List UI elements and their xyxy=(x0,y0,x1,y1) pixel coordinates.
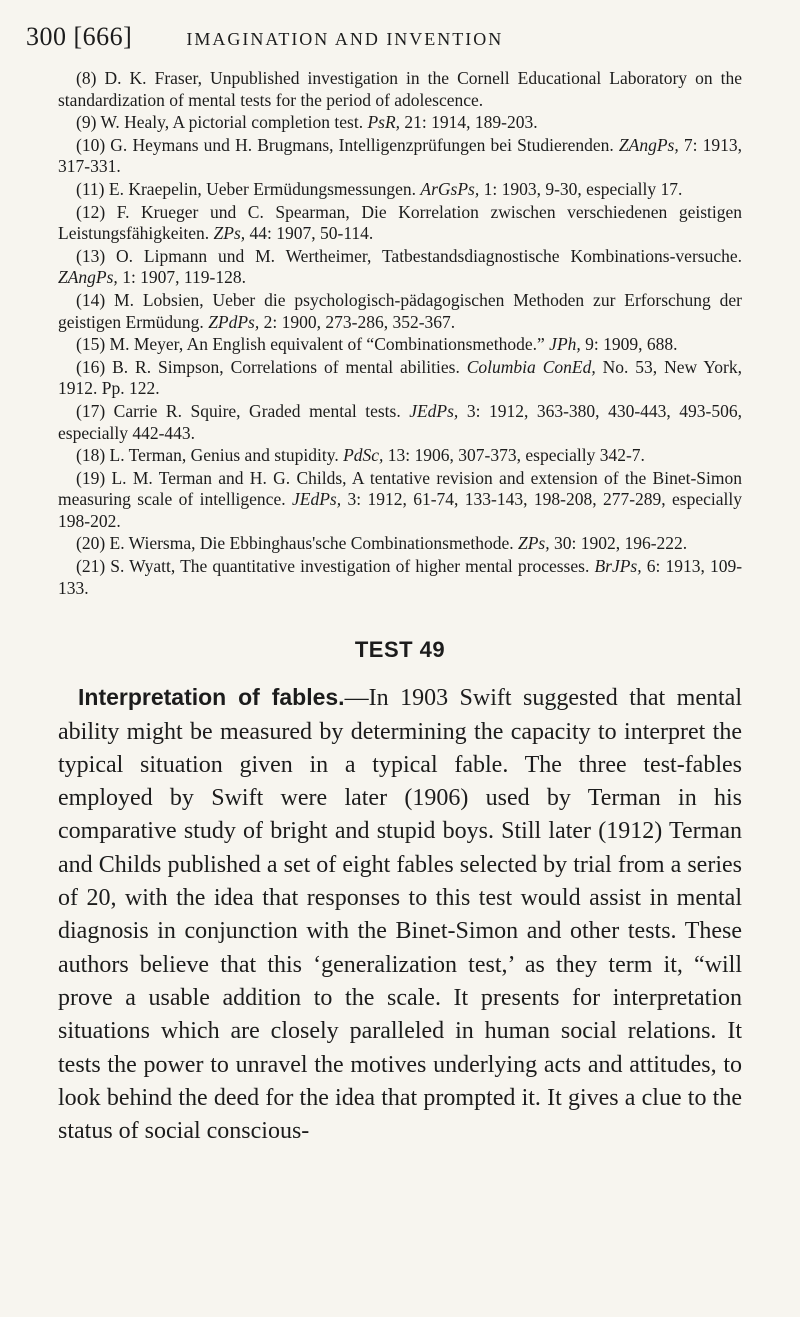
reference-pre: B. R. Simpson, Correlations of mental abilities. xyxy=(112,356,460,377)
reference-entry xyxy=(58,334,742,356)
running-title: IMAGINATION AND INVENTION xyxy=(186,29,504,49)
reference-pre: M. Lobsien, Ueber die psychologisch-pädagogischen Methoden zur Erforschung der geistigen Ermüdung. xyxy=(58,289,743,332)
reference-pre: E. Wiersma, Die Ebbinghaus'sche Combinationsmethode. xyxy=(109,533,514,554)
reference-num: (18) xyxy=(76,445,106,466)
reference-post: 21: 1914, 189-203. xyxy=(404,112,538,133)
reference-post: 2: 1900, 273-286, 352-367. xyxy=(263,311,456,332)
reference-entry xyxy=(58,179,742,201)
reference-journal: BrJPs, xyxy=(594,556,642,577)
reference-entry xyxy=(58,445,742,467)
reference-journal: Columbia ConEd, xyxy=(466,356,596,377)
test-body-paragraph xyxy=(58,681,742,1148)
reference-pre: Carrie R. Squire, Graded mental tests. xyxy=(113,400,401,421)
reference-num: (10) xyxy=(76,134,106,155)
reference-journal: ZAngPs, xyxy=(58,267,118,288)
reference-pre: S. Wyatt, The quantitative investigation of higher mental processes. xyxy=(110,556,590,577)
reference-entry xyxy=(58,401,742,444)
reference-pre: F. Krueger und C. Spearman, Die Korrelation zwischen verschiedenen geistigen Leistungsfähigkeiten. xyxy=(58,201,743,244)
reference-journal: ArGsPs, xyxy=(420,178,480,199)
reference-entry xyxy=(58,68,742,111)
reference-journal: ZAngPs, xyxy=(618,134,679,155)
reference-post: 3: 1912, 61-74, 133-143, 198-208, 277-289, especially 198-202. xyxy=(58,489,743,531)
reference-list xyxy=(58,68,742,599)
reference-post: 6: 1913, 109-133. xyxy=(58,556,743,598)
reference-entry xyxy=(58,468,742,533)
reference-num: (9) xyxy=(76,112,97,133)
reference-num: (21) xyxy=(76,556,106,577)
reference-post: 13: 1906, 307-373, especially 342-7. xyxy=(387,445,645,466)
reference-pre: G. Heymans und H. Brugmans, Intelligenzprüfungen bei Studierenden. xyxy=(110,134,614,155)
reference-num: (15) xyxy=(76,334,106,355)
reference-entry xyxy=(58,135,742,178)
reference-journal: ZPs, xyxy=(517,533,550,554)
reference-num: (14) xyxy=(76,289,106,310)
reference-num: (17) xyxy=(76,400,106,421)
reference-pre: L. M. Terman and H. G. Childs, A tentative revision and extension of the Binet-Simon measuring scale of intelligence. xyxy=(58,467,742,510)
reference-post: 9: 1909, 688. xyxy=(585,334,678,355)
fable-test-lead: Interpretation of fables. xyxy=(78,684,345,711)
reference-num: (16) xyxy=(76,356,106,377)
reference-num: (20) xyxy=(76,533,106,554)
reference-entry xyxy=(58,533,742,555)
reference-post: 7: 1913, 317-331. xyxy=(58,134,742,177)
reference-post: 1: 1903, 9-30, especially 17. xyxy=(483,178,683,199)
reference-post: 30: 1902, 196-222. xyxy=(553,533,688,554)
reference-entry xyxy=(58,357,742,400)
test-heading: TEST 49 xyxy=(354,637,446,663)
reference-journal: JEdPs, xyxy=(409,400,459,421)
reference-num: (19) xyxy=(76,467,106,488)
fable-test-text: —In 1903 Swift suggested that mental ability might be measured by determining the capacity to interpret the typical situation given in a typical fable. The three test-fables employed by Swift were later (1906) used by Terman in his comparative study of bright and stupid boys. Still later (1912) Terman and Childs published a set of eight fables selected by trial from a series of 20, with the idea that responses to this test would assist in mental diagnosis in conjunction with the Binet-Simon and other tests. These authors believe that this ‘generalization test,’ as they term it, “will prove a usable addition to the scale. It presents for interpretation situations which are closely paralleled in human social relations. It tests the power to unravel the motives underlying acts and attitudes, to look behind the deed for the idea that prompted it. It gives a clue to the status of social conscious- xyxy=(58,685,742,1145)
reference-journal: JEdPs, xyxy=(291,489,342,510)
reference-pre: M. Meyer, An English equivalent of “Combinationsmethode.” xyxy=(109,334,545,355)
page-header xyxy=(26,22,742,52)
reference-num: (12) xyxy=(76,201,106,222)
reference-entry xyxy=(58,246,742,289)
reference-num: (13) xyxy=(76,245,106,266)
reference-entry xyxy=(58,556,742,599)
reference-entry xyxy=(58,290,742,333)
reference-pre: L. Terman, Genius and stupidity. xyxy=(109,445,339,466)
reference-journal: PdSc, xyxy=(343,445,384,466)
reference-post: No. 53, New York, 1912. Pp. 122. xyxy=(58,356,743,399)
reference-pre: E. Kraepelin, Ueber Ermüdungsmessungen. xyxy=(108,178,417,199)
page-number: 300 [666] xyxy=(26,22,133,51)
reference-pre: D. K. Fraser, Unpublished investigation in the Cornell Educational Laboratory on the standardization of mental tests for the period of adolescence. xyxy=(58,68,743,110)
reference-entry xyxy=(58,202,742,245)
reference-journal: PsR, xyxy=(367,112,401,133)
reference-journal: ZPdPs, xyxy=(208,311,260,332)
reference-num: (8) xyxy=(76,68,97,88)
reference-post: 1: 1907, 119-128. xyxy=(122,267,246,288)
reference-num: (11) xyxy=(76,178,105,199)
reference-journal: JPh, xyxy=(549,334,581,355)
reference-post: 44: 1907, 50-114. xyxy=(249,223,374,244)
reference-pre: W. Healy, A pictorial completion test. xyxy=(100,112,364,133)
reference-post: 3: 1912, 363-380, 430-443, 493-506, especially 442-443. xyxy=(58,400,742,443)
reference-journal: ZPs, xyxy=(213,223,246,244)
reference-entry xyxy=(58,112,742,134)
reference-pre: O. Lipmann und M. Wertheimer, Tatbestandsdiagnostische Kombinations-versuche. xyxy=(116,245,743,266)
